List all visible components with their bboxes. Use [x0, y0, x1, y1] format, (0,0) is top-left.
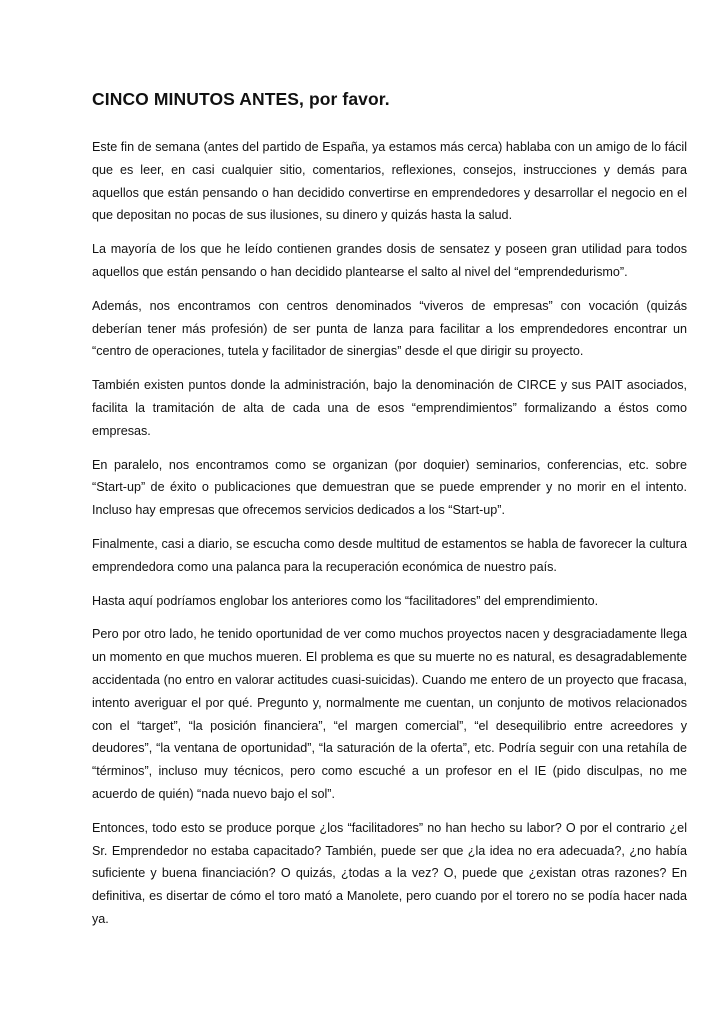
paragraph: La mayoría de los que he leído contienen grandes dosis de sensatez y poseen gran utilidad para todos aquellos que están pensando o han decidido plantearse el salto al nivel del “emprendedurismo”. [92, 242, 687, 279]
paragraph: Pero por otro lado, he tenido oportunidad de ver como muchos proyectos nacen y desgraciadamente llega un momento en que muchos mueren. El problema es que su muerte no es natural, es desagradablemente accidentada (no entro en valorar actitudes cuasi-suicidas). Cuando me entero de un proyecto que fracasa, intento averiguar el por qué. Pregunto y, normalmente me cuentan, un conjunto de motivos relacionados con el “target”, “la posición financiera”, “el margen comercial”, “el desequilibrio entre acreedores y deudores”, “la ventana de oportunidad”, “la saturación de la oferta”, etc. Podría seguir con una retahíla de “términos”, incluso muy técnicos, pero como escuché a un profesor en el IE (pido disculpas, no me acuerdo de quién) “nada nuevo bajo el sol”. [92, 627, 687, 801]
paragraph: Además, nos encontramos con centros denominados “viveros de empresas” con vocación (quizás deberían tener más profesión) de ser punta de lanza para facilitar a los emprendedores encontrar un “centro de operaciones, tutela y facilitador de sinergias” desde el que dirigir su proyecto. [92, 298, 687, 359]
document-title: CINCO MINUTOS ANTES, por favor. [92, 89, 390, 109]
paragraph: Hasta aquí podríamos englobar los anteriores como los “facilitadores” del emprendimiento. [92, 593, 599, 608]
paragraph: Este fin de semana (antes del partido de España, ya estamos más cerca) hablaba con un amigo de lo fácil que es leer, en casi cualquier sitio, comentarios, reflexiones, consejos, instrucciones y demás para aquellos que están pensando o han decidido convertirse en emprendedores y desarrollar el negocio en el que depositan no pocas de sus ilusiones, su dinero y quizás hasta la salud. [92, 140, 687, 223]
document-page [92, 88, 687, 942]
paragraph: Entonces, todo esto se produce porque ¿los “facilitadores” no han hecho su labor? O por el contrario ¿el Sr. Emprendedor no estaba capacitado? También, puede ser que ¿la idea no era adecuada?, ¿no había suficiente y buena financiación? O quizás, ¿todas a la vez? O, puede que ¿existan otras razones? En definitiva, es disertar de cómo el toro mató a Manolete, pero cuando por el torero no se podía hacer nada ya. [92, 820, 687, 926]
paragraph: En paralelo, nos encontramos como se organizan (por doquier) seminarios, conferencias, etc. sobre “Start-up” de éxito o publicaciones que demuestran que se puede emprender y no morir en el intento. Incluso hay empresas que ofrecemos servicios dedicados a los “Start-up”. [92, 457, 687, 518]
paragraph: Finalmente, casi a diario, se escucha como desde multitud de estamentos se habla de favorecer la cultura emprendedora como una palanca para la recuperación económica de nuestro país. [92, 536, 687, 574]
paragraph: También existen puntos donde la administración, bajo la denominación de CIRCE y sus PAIT asociados, facilita la tramitación de alta de cada una de esos “emprendimientos” formalizando a éstos como empresas. [92, 378, 687, 438]
